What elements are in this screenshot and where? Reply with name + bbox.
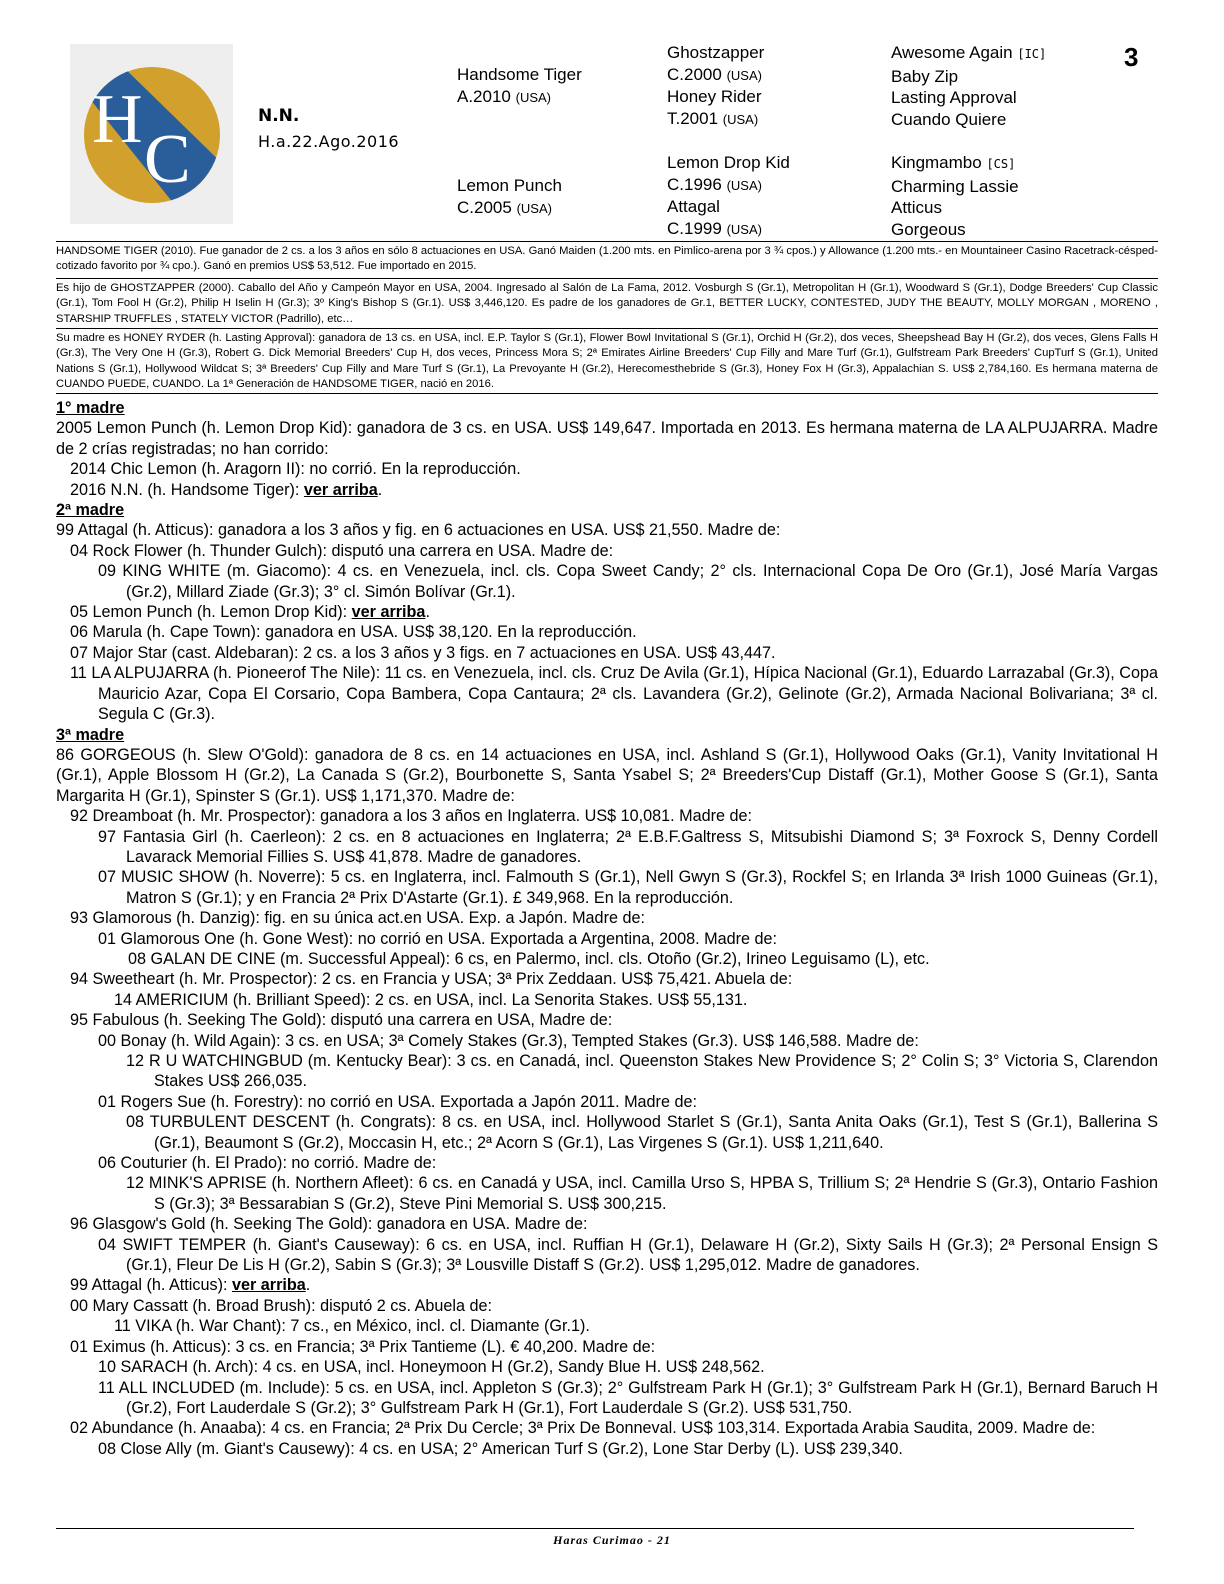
ddd-name: Gorgeous [891, 219, 966, 239]
entry-line [56, 480, 1158, 500]
entry-text: 99 Attagal (h. Atticus): [70, 1276, 232, 1295]
note-sire: HANDSOME TIGER (2010). Fue ganador de 2 cs. a los 3 años en sólo 8 actuaciones en USA. Ganó Maiden (1.200 mts. en Pimlico-arena por 3 ¾ cpos.) y Allowance (1.200 mts.- en Mountaineer Casino Racetrack-césped-cotizado favorito por ¾ cpo.). Ganó en premios US$ 53,512. Fue importado en 2015. [56, 245, 1158, 273]
sd-country: (USA) [722, 111, 759, 127]
entry-line: 11 LA ALPUJARRA (h. Pioneerof The Nile): 11 cs. en Venezuela, incl. cls. Cruz De Avila (Gr.1), Hípica Nacional (Gr.1), Eduardo Larrazabal (Gr.3), Copa Mauricio Azar, Copa El Corsario, Copa Bambera, Copa Cantaura; 2ª cls. Lavandera (Gr.2), Gelinote (Gr.2), Armada Nacional Bolivariana; 3ª cl. Segula C (Gr.3). [70, 664, 1158, 724]
entry-line: 00 Mary Cassatt (h. Broad Brush): disputó 2 cs. Abuela de: [70, 1296, 492, 1315]
pedigree-sire-sire [667, 42, 764, 130]
ss-line: C.2000 [667, 64, 722, 84]
page-number: 3 [1124, 42, 1139, 72]
entry-text: 2016 N.N. (h. Handsome Tiger): [70, 480, 304, 499]
divider [56, 328, 1158, 329]
pedigree-dam-sire [667, 152, 790, 240]
haras-logo-emblem [70, 44, 233, 224]
dam-name: Lemon Punch [457, 176, 562, 195]
sire-name: Handsome Tiger [457, 65, 582, 84]
svg-text:C: C [144, 121, 191, 198]
entry-line: 04 SWIFT TEMPER (h. Giant's Causeway): 6 cs. en USA, incl. Ruffian H (Gr.1), Delaware H (Gr.2), Sixty Sails H (Gr.3); 2ª Personal Ensign S (Gr.1), Fleur De Lis H (Gr.2), Sabin S (Gr.3); 3ª Lousville Distaff S (Gr.2). US$ 1,295,012. Madre de ganadores. [98, 1235, 1158, 1275]
pedigree-gen3-bottom [891, 152, 1019, 240]
sdd-name: Cuando Quiere [891, 109, 1007, 129]
pedigree-sire [457, 64, 582, 108]
dss-tag: [CS] [986, 157, 1016, 171]
horse-info: H.a.22.Ago.2016 [258, 132, 400, 151]
entry-line: 11 VIKA (h. War Chant): 7 cs., en México, incl. cl. Diamante (Gr.1). [114, 1317, 590, 1336]
see-above-link[interactable]: ver arriba [351, 603, 426, 622]
sire-country: (USA) [515, 89, 552, 105]
entry-line: 07 MUSIC SHOW (h. Noverre): 5 cs. en Inglaterra, incl. Falmouth S (Gr.1), Nell Gwyn S (Gr.3), Rockfel S; en Irlanda 3ª Irish 1000 Guineas (Gr.1), Matron S (Gr.1); y en Francia 2ª Prix D'Astarte (Gr.1). £ 349,968. En la reproducción. [98, 868, 1158, 907]
entry-line: 14 AMERICIUM (h. Brilliant Speed): 2 cs. en USA, incl. La Senorita Stakes. US$ 55,131. [114, 990, 748, 1009]
sire-line: A.2010 [457, 86, 511, 106]
note-grandsire: Es hijo de GHOSTZAPPER (2000). Caballo del Año y Campeón Mayor en USA, 2004. Ingresado al Salón de La Fama, 2012. Vosburgh S (Gr.1), Metropolitan H (Gr.1), Woodward S (Gr.1), Dodge Breeders' Cup Classic (Gr.1), Tom Fool H (Gr.2), Philip H Iselin H (Gr.3); 3º King's Bishop S (Gr.1). US$ 3,446,120. Es padre de los ganadores de Gr.1, BETTER LUCKY, CONTESTED, JUDY THE BEAUTY, MOLLY MORGAN , MORENO , STARSHIP TRUFFLES , STATELY VICTOR (Padrillo), etc… [56, 282, 1158, 325]
entry-line: 2014 Chic Lemon (h. Aragorn II): no corrió. En la reproducción. [70, 460, 521, 479]
ds-line: C.1996 [667, 174, 722, 194]
entry-line: 04 Rock Flower (h. Thunder Gulch): disputó una carrera en USA. Madre de: [70, 541, 614, 560]
see-above-link[interactable]: ver arriba [303, 480, 378, 499]
dds-name: Atticus [891, 198, 943, 217]
horse-name: N.N. [258, 106, 300, 126]
family-body [56, 398, 1158, 1459]
sss-tag: [IC] [1017, 47, 1047, 61]
entry-line: 08 GALAN DE CINE (m. Successful Appeal): 6 cs, en Palermo, incl. cls. Otoño (Gr.2), Irineo Leguisamo (L), etc. [128, 949, 930, 968]
pedigree-gen3-top [891, 42, 1046, 130]
svg-text:H: H [92, 81, 143, 158]
entry-line: 09 KING WHITE (m. Giacomo): 4 cs. en Venezuela, incl. cls. Copa Sweet Candy; 2° cls. Internacional Copa De Oro (Gr.1), José María Vargas (Gr.2), Millard Ziade (Gr.3); 3° cl. Simón Bolívar (Gr.1). [98, 562, 1158, 601]
entry-line [56, 602, 1158, 622]
entry-line: 07 Major Star (cast. Aldebaran): 2 cs. a los 3 años y 3 figs. en 7 actuaciones en USA. US$ 43,447. [70, 643, 776, 662]
ds-country: (USA) [726, 177, 762, 193]
entry-line: 10 SARACH (h. Arch): 4 cs. en USA, incl. Honeymoon H (Gr.2), Sandy Blue H. US$ 248,562. [98, 1358, 765, 1377]
entry-line [56, 1275, 1158, 1295]
entry-text: . [377, 480, 383, 499]
entry-line: 01 Glamorous One (h. Gone West): no corrió en USA. Exportada a Argentina, 2008. Madre de: [98, 929, 778, 948]
entry-line: 96 Glasgow's Gold (h. Seeking The Gold): ganadora en USA. Madre de: [70, 1215, 588, 1234]
entry-line: 92 Dreamboat (h. Mr. Prospector): ganadora a los 3 años en Inglaterra. US$ 10,081. Madre de: [70, 807, 753, 826]
entry-line: 2005 Lemon Punch (h. Lemon Drop Kid): ganadora de 3 cs. en USA. US$ 149,647. Importada en 2013. Es hermana materna de LA ALPUJARRA. Madre de 2 crías registradas; no han corrido: [56, 419, 1158, 458]
sd-line: T.2001 [667, 108, 719, 128]
entry-line: 02 Abundance (h. Anaaba): 4 cs. en Francia; 2ª Prix Du Cercle; 3ª Prix De Bonneval. US$ 103,314. Exportada Arabia Saudita, 2009. Madre de: [70, 1419, 1096, 1438]
divider [56, 241, 1158, 242]
divider [56, 278, 1158, 279]
ds-name: Lemon Drop Kid [667, 153, 790, 172]
ss-name: Ghostzapper [667, 43, 765, 62]
section-first-dam: 1° madre [56, 399, 125, 417]
entry-text: . [425, 603, 430, 622]
entry-text: 05 Lemon Punch (h. Lemon Drop Kid): [70, 603, 352, 622]
see-above-link[interactable]: ver arriba [231, 1276, 306, 1295]
divider [56, 393, 1158, 394]
entry-line: 00 Bonay (h. Wild Again): 3 cs. en USA; 3ª Comely Stakes (Gr.3), Tempted Stakes (Gr.3). US$ 146,588. Madre de: [98, 1031, 919, 1050]
entry-line: 01 Eximus (h. Atticus): 3 cs. en Francia; 3ª Prix Tantieme (L). € 40,200. Madre de: [70, 1337, 656, 1356]
entry-line: 86 GORGEOUS (h. Slew O'Gold): ganadora de 8 cs. en 14 actuaciones en USA, incl. Ashland S (Gr.1), Hollywood Oaks (Gr.1), Vanity Invitational H (Gr.1), Apple Blossom H (Gr.2), La Canada S (Gr.2), Bourbonette S, Santa Ysabel S; 2ª Breeders'Cup Distaff (Gr.1), Mother Goose S (Gr.1), Santa Margarita H (Gr.1), Spinster S (Gr.1). US$ 1,171,370. Madre de: [56, 745, 1158, 805]
sss-name: Awesome Again [891, 43, 1013, 62]
section-second-dam: 2ª madre [56, 501, 125, 520]
entry-line: 06 Couturier (h. El Prado): no corrió. Madre de: [98, 1154, 437, 1173]
dd-line: C.1999 [667, 218, 722, 238]
entry-line: 95 Fabulous (h. Seeking The Gold): disputó una carrera en USA, Madre de: [70, 1011, 613, 1030]
dd-country: (USA) [726, 221, 762, 237]
sd-name: Honey Rider [667, 87, 762, 106]
dam-line: C.2005 [457, 197, 512, 217]
ss-country: (USA) [726, 67, 762, 83]
dsd-name: Charming Lassie [891, 176, 1019, 196]
entry-line: 08 Close Ally (m. Giant's Causewy): 4 cs. en USA; 2° American Turf S (Gr.2), Lone Star Derby (L). US$ 239,340. [98, 1439, 903, 1458]
note-granddam: Su madre es HONEY RYDER (h. Lasting Approval): ganadora de 13 cs. en USA, incl. E.P. Taylor S (Gr.1), Flower Bowl Invitational S (Gr.1), Orchid H (Gr.2), dos veces, Sheepshead Bay H (Gr.2), dos veces, Glens Falls H (Gr.3), The Very One H (Gr.3), Robert G. Dick Memorial Breeders' Cup H, dos veces, Princess Mora S; 2ª Emirates Airline Breeders' Cup Filly and Mare Turf (Gr.1), Gulfstream Park Breeders' CupTurf S (Gr.1), United Nations S (Gr.1), Hollywood Wildcat S; 3ª Breeders' Cup Filly and Mare Turf S (Gr.1), La Prevoyante H (Gr.2), Herecomesthebride S (Gr.3), Honey Fox H (Gr.3), Appalachian S. US$ 2,784,160. Es hermana materna de CUANDO PUEDE, CUANDO. La 1ª Generación de HANDSOME TIGER, nació en 2016. [56, 332, 1158, 391]
entry-text: . [305, 1276, 311, 1295]
entry-line: 93 Glamorous (h. Danzig): fig. en su única act.en USA. Exp. a Japón. Madre de: [70, 909, 645, 928]
footer: Haras Curimao - 21 [553, 1533, 671, 1547]
ssd-name: Baby Zip [891, 66, 959, 86]
sds-name: Lasting Approval [891, 88, 1017, 107]
pedigree-dam [457, 175, 562, 219]
entry-line: 06 Marula (h. Cape Town): ganadora en USA. US$ 38,120. En la reproducción. [70, 623, 637, 642]
entry-line: 94 Sweetheart (h. Mr. Prospector): 2 cs. en Francia y USA; 3ª Prix Zeddaan. US$ 75,421. Abuela de: [70, 970, 793, 989]
entry-line: 12 MINK'S APRISE (h. Northern Afleet): 6 cs. en Canadá y USA, incl. Camilla Urso S, HPBA S, Trillium S; 2ª Hendrie S (Gr.3), Ontario Fashion S (Gr.3); 3ª Bessarabian S (Gr.2), Steve Pini Memorial S. US$ 300,215. [126, 1174, 1158, 1213]
dam-country: (USA) [516, 200, 552, 216]
entry-line: 11 ALL INCLUDED (m. Include): 5 cs. en USA, incl. Appleton S (Gr.3); 2° Gulfstream Park H (Gr.1); 3° Gulfstream Park H (Gr.1), Bernard Baruch H (Gr.2), Fort Lauderdale S (Gr.2); 3° Gulfstream Park H (Gr.1), Fort Lauderdale S (Gr.2). US$ 531,750. [98, 1378, 1158, 1417]
entry-line: 97 Fantasia Girl (h. Caerleon): 2 cs. en 8 actuaciones en Inglaterra; 2ª E.B.F.Galtress S, Mitsubishi Diamond S; 3ª Foxrock S, Denny Cordell Lavarack Memorial Fillies S. US$ 41,878. Madre de ganadores. [98, 827, 1158, 866]
dd-name: Attagal [667, 197, 720, 216]
section-third-dam: 3ª madre [56, 725, 125, 744]
dss-name: Kingmambo [891, 153, 982, 172]
entry-line: 12 R U WATCHINGBUD (m. Kentucky Bear): 3 cs. en Canadá, incl. Queenston Stakes New Providence S; 2° Colin S; 3° Victoria S, Clarendon Stakes US$ 266,035. [126, 1052, 1158, 1091]
footer-rule [56, 1528, 1134, 1529]
entry-line: 99 Attagal (h. Atticus): ganadora a los 3 años y fig. en 6 actuaciones en USA. US$ 21,550. Madre de: [56, 521, 781, 540]
entry-line: 01 Rogers Sue (h. Forestry): no corrió en USA. Exportada a Japón 2011. Madre de: [98, 1092, 697, 1111]
logo [70, 44, 233, 224]
entry-line: 08 TURBULENT DESCENT (h. Congrats): 8 cs. en USA, incl. Hollywood Starlet S (Gr.1), Santa Anita Oaks (Gr.1), Test S (Gr.1), Ballerina S (Gr.1), Beaumont S (Gr.2), Moccasin H, etc.; 2ª Acorn S (Gr.1), Las Virgenes S (Gr.1). US$ 1,211,640. [126, 1113, 1158, 1152]
